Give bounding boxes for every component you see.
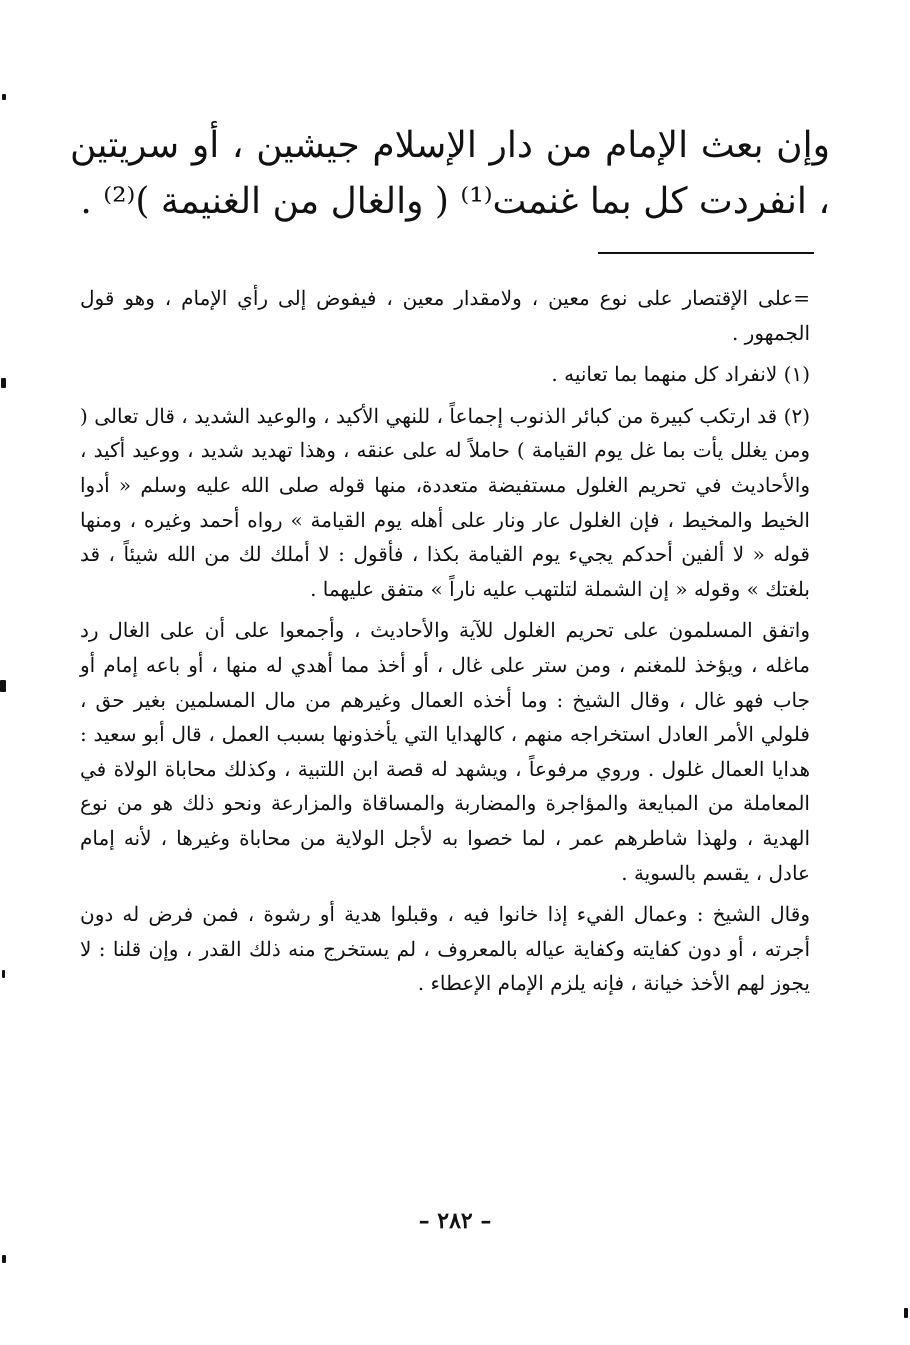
footnotes-section — [80, 281, 810, 1001]
scan-speck — [0, 680, 6, 692]
footnote-1: (١) لانفراد كل منهما بما تعانيه . — [551, 362, 810, 387]
footnote-divider — [598, 252, 814, 254]
scan-speck — [2, 94, 6, 100]
main-text-paragraph: وإن بعث الإمام من دار الإسلام جيشين ، أو سريتين ، انفردت كل بما غنمت⁽¹⁾ ( والغال من الغنيمة )⁽²⁾ . — [70, 125, 830, 222]
footnote-2-paragraph-3: وقال الشيخ : وعمال الفيء إذا خانوا فيه ، وقبلوا هدية أو رشوة ، فمن فرض له دون أجرته ، أو دون كفايته وكفاية عياله بالمعروف ، لم يستخرج منه ذلك القدر ، وإن قلنا : لا يجوز لهم الأخذ خيانة ، فإنه يلزم الإمام الإعطاء . — [80, 902, 810, 996]
scan-speck — [2, 970, 5, 978]
scan-speck — [2, 1255, 6, 1263]
page-number: – ٢٨٢ – — [418, 1208, 492, 1234]
scan-speck — [904, 1308, 908, 1318]
footnote-2: (٢) قد ارتكب كبيرة من كبائر الذنوب إجماعاً ، للنهي الأكيد ، والوعيد الشديد ، قال تعالى ( ومن يغلل يأت بما غل يوم القيامة ) حاملاً له على عنقه ، وهذا تهديد شديد ، ووعيد أكيد ، والأحاديث في تحريم الغلول مستفيضة متعددة، منها قوله صلى الله عليه وسلم « أدوا الخيط والمخيط ، فإن الغلول عار ونار على أهله يوم القيامة » رواه أحمد وغيره ، ومنها قوله « لا ألفين أحدكم يجيء يوم القيامة بكذا ، فأقول : لا أملك لك من الله شيئاً ، قد بلغتك » وقوله « إن الشملة لتلتهب عليه ناراً » متفق عليهما . — [80, 403, 810, 601]
footnote-continuation: =على الإقتصار على نوع معين ، ولامقدار معين ، فيفوض إلى رأي الإمام ، وهو قول الجمهور . — [80, 286, 810, 345]
footnote-2-paragraph-2: واتفق المسلمون على تحريم الغلول للآية والأحاديث ، وأجمعوا على أن على الغال رد ماغله ، ويؤخذ للمغنم ، ومن ستر على غال ، أو أخذ مما أهدي له منها ، أو باعه إمام أو جاب فهو غال ، وقال الشيخ : وما أخذه العمال وغيرهم من مال المسلمين بغير حق ، فلولي الأمر العادل استخراجه منهم ، كالهدايا التي يأخذونها بسبب العمل ، قال أبو سعيد : هدايا العمال غلول . وروي مرفوعاً ، ويشهد له قصة ابن اللتبية ، وكذلك محاباة الولاة في المعاملة من المبايعة والمؤاجرة والمضاربة والمساقاة والمزارعة ونحو ذلك هو من نوع الهدية ، ولهذا شاطرهم عمر ، لما خصوا به لأجل الولاية من محاباة وغيرها ، لأنه إمام عادل ، يقسم بالسوية . — [80, 618, 810, 885]
scan-speck — [1, 378, 6, 388]
